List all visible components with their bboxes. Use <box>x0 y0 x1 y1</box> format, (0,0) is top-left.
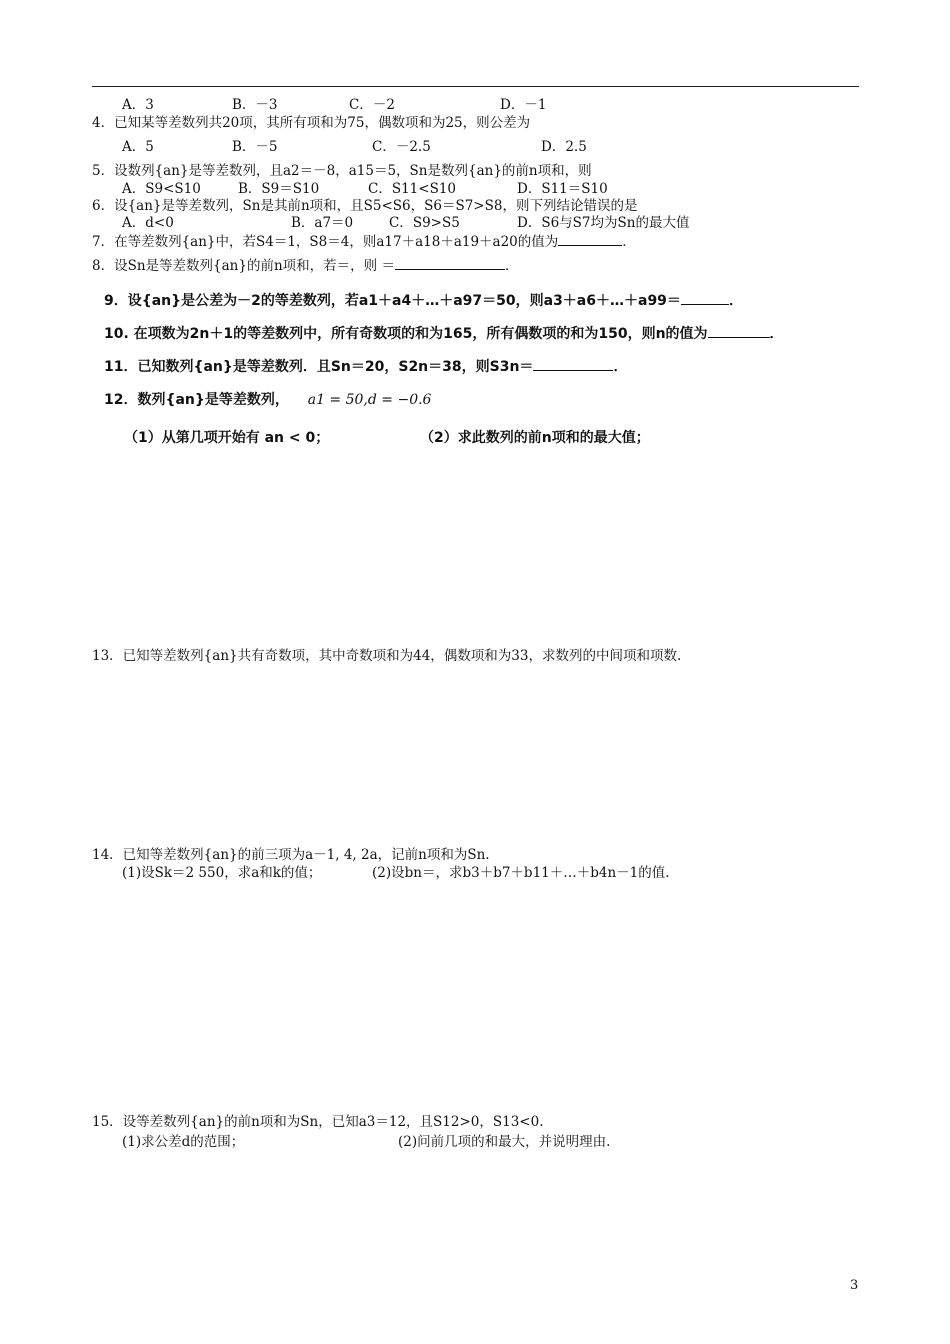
question-6: 6．设{an}是等差数列，Sn是其前n项和，且S5<S6，S6＝S7>S8，则下列结论错误的是 <box>92 198 638 214</box>
question-9: 9．设{an}是公差为－2的等差数列，若a1＋a4＋…＋a97＝50，则a3＋a6＋…＋a99＝ ． <box>104 293 743 309</box>
q5-option-b: B．S9＝S10 <box>238 181 320 197</box>
q15-part-2: (2)问前几项的和最大，并说明理由. <box>398 1134 611 1150</box>
q4-option-c: C．－2.5 <box>372 139 431 155</box>
q3-option-c: C．－2 <box>349 97 395 113</box>
q3-option-d: D．－1 <box>500 97 547 113</box>
q14-part-1: (1)设Sk＝2 550，求a和k的值； <box>122 865 322 881</box>
page-number: 3 <box>850 1278 859 1293</box>
q11-answer-blank[interactable] <box>533 358 613 371</box>
q5-option-a: A．S9<S10 <box>122 181 201 197</box>
q12-given-values: a1 = 50,d = −0.6 <box>307 392 432 408</box>
q15-part-1: (1)求公差d的范围； <box>122 1134 245 1150</box>
question-14: 14．已知等差数列{an}的前三项为a－1, 4, 2a，记前n项和为Sn. <box>92 847 490 863</box>
question-11: 11．已知数列{an}是等差数列．且Sn＝20，S2n＝38，则S3n＝ ． <box>104 359 628 375</box>
q6-option-a: A．d<0 <box>122 215 174 231</box>
q10-answer-blank[interactable] <box>708 325 770 338</box>
q6-option-c: C．S9>S5 <box>389 215 460 231</box>
q8-answer-blank[interactable] <box>395 257 505 270</box>
question-7-text: 7．在等差数列{an}中，若S4＝1，S8＝4，则a17＋a18＋a19＋a20的值为 <box>92 234 559 250</box>
q4-option-d: D．2.5 <box>541 139 587 155</box>
q9-answer-blank[interactable] <box>681 292 729 305</box>
q6-option-b: B．a7＝0 <box>291 215 354 231</box>
q3-option-a: A．3 <box>122 97 154 113</box>
question-12 <box>104 392 431 408</box>
question-7: 7．在等差数列{an}中，若S4＝1，S8＝4，则a17＋a18＋a19＋a20的值为 ． <box>92 234 636 250</box>
q14-part-2: (2)设bn＝，求b3＋b7＋b11＋…＋b4n－1的值. <box>372 865 670 881</box>
q3-option-b: B．－3 <box>232 97 278 113</box>
question-9-text: 9．设{an}是公差为－2的等差数列，若a1＋a4＋…＋a97＝50，则a3＋a6＋…＋a99＝ <box>104 293 681 309</box>
question-8: 8．设Sn是等差数列{an}的前n项和，若＝，则 ＝ ． <box>92 258 519 274</box>
question-11-text: 11．已知数列{an}是等差数列．且Sn＝20，S2n＝38，则S3n＝ <box>104 359 534 375</box>
q12-part-2: （2）求此数列的前n项和的最大值； <box>420 430 650 446</box>
question-13: 13．已知等差数列{an}共有奇数项，其中奇数项和为44，偶数项和为33，求数列的中间项和项数. <box>92 648 682 664</box>
q7-answer-blank[interactable] <box>558 233 622 246</box>
question-10: 10. 在项数为2n＋1的等差数列中，所有奇数项的和为165，所有偶数项的和为150，则n的值为 ． <box>104 326 784 342</box>
question-15: 15．设等差数列{an}的前n项和为Sn，已知a3＝12，且S12>0，S13<0. <box>92 1114 544 1130</box>
question-12-text: 12．数列{an}是等差数列， <box>104 392 289 408</box>
q5-option-c: C．S11<S10 <box>368 181 456 197</box>
question-10-text: 10. 在项数为2n＋1的等差数列中，所有奇数项的和为165，所有偶数项的和为150，则n的值为 <box>104 326 708 342</box>
q5-option-d: D．S11＝S10 <box>517 181 608 197</box>
q4-option-b: B．－5 <box>232 139 278 155</box>
question-8-text: 8．设Sn是等差数列{an}的前n项和，若＝，则 ＝ <box>92 258 395 274</box>
q12-part-1: （1）从第几项开始有 an < 0； <box>124 430 330 446</box>
question-5: 5．设数列{an}是等差数列，且a2＝－8，a15＝5，Sn是数列{an}的前n项和，则 <box>92 163 592 179</box>
question-4: 4．已知某等差数列共20项，其所有项和为75，偶数项和为25，则公差为 <box>92 115 531 131</box>
q6-option-d: D．S6与S7均为Sn的最大值 <box>517 215 690 231</box>
header-rule <box>92 86 859 87</box>
q4-option-a: A．5 <box>122 139 154 155</box>
